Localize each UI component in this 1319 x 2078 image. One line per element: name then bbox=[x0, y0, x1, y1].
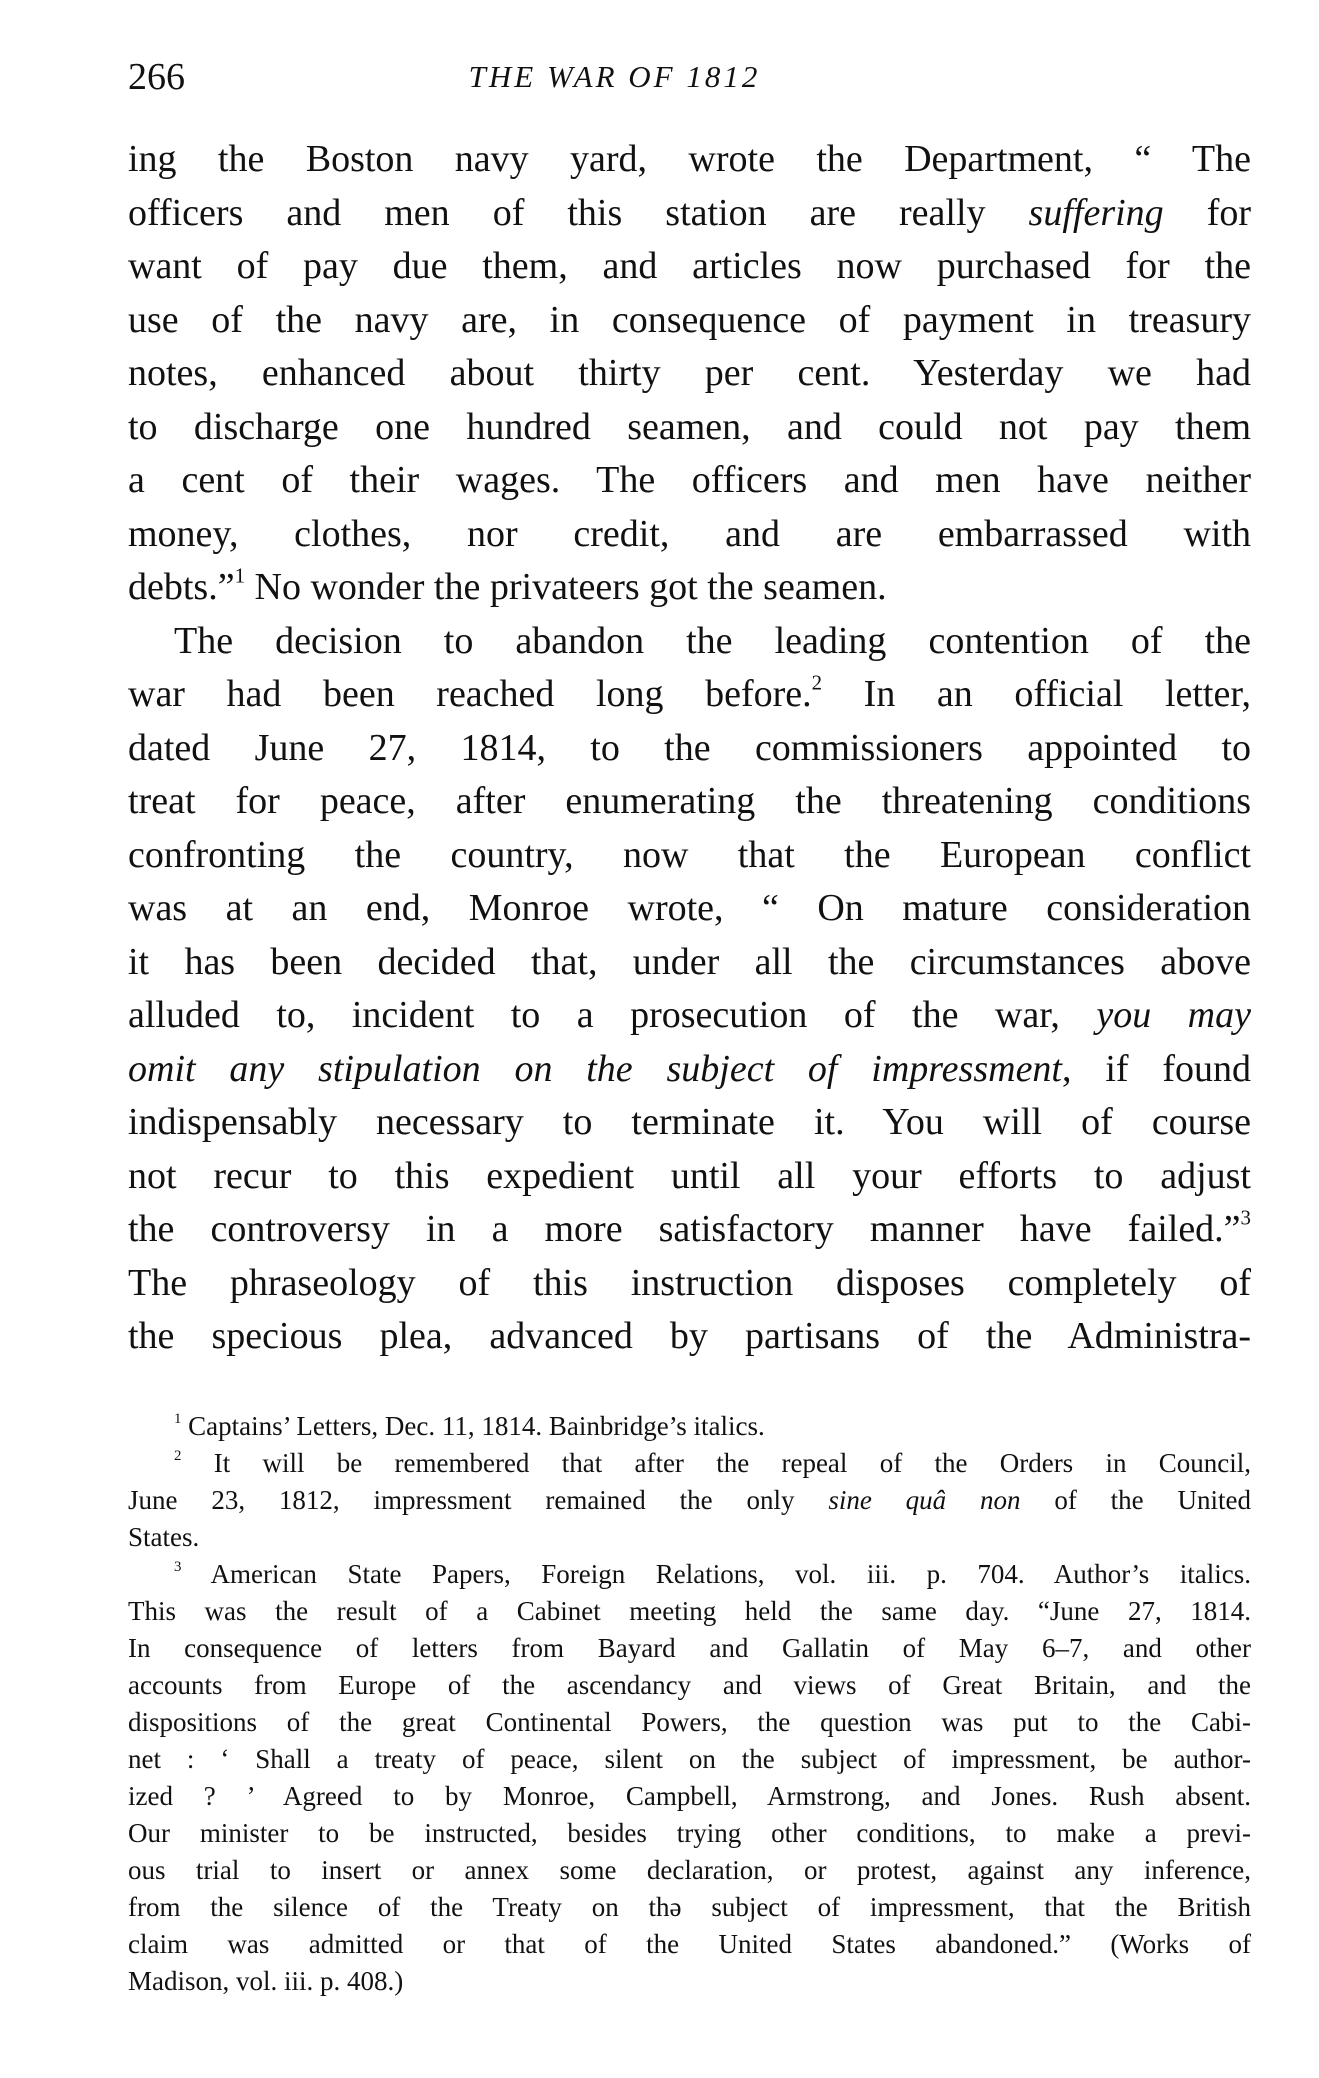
running-header bbox=[128, 52, 1251, 102]
text-run: of the United bbox=[1020, 1485, 1251, 1515]
text-run: dispositions of the great Continental Powers, the question was put to the Cabi- bbox=[128, 1707, 1251, 1737]
text-run: Our minister to be instructed, besides trying other conditions, to make a previ- bbox=[128, 1818, 1251, 1848]
text-run: claim was admitted or that of the United States abandoned.” (Works of bbox=[128, 1929, 1251, 1959]
body-line: dated June 27, 1814, to the commissioners appointed to bbox=[128, 726, 1251, 769]
text-run: This was the result of a Cabinet meeting held the same day. “June 27, 1814. bbox=[128, 1596, 1251, 1626]
footnote-reference: 2 bbox=[811, 670, 823, 695]
footnote-marker: 3 bbox=[174, 1559, 182, 1576]
footnote-line bbox=[128, 1741, 1251, 1778]
text-run: the controversy in a more satisfactory manner have failed.” bbox=[128, 1208, 1241, 1250]
text-run: No wonder the privateers got the seamen. bbox=[245, 566, 887, 608]
footnote-line bbox=[128, 1556, 1251, 1593]
text-run: war had been reached long before. bbox=[128, 673, 812, 715]
body-line: treat for peace, after enumerating the threatening conditions bbox=[128, 780, 1251, 822]
footnote-line bbox=[128, 1704, 1251, 1741]
footnote-line bbox=[128, 1963, 1251, 2000]
text-run: from the silence of the Treaty on thə subject of impressment, that the British bbox=[128, 1892, 1251, 1922]
body-line: not recur to this expedient until all your efforts to adjust bbox=[128, 1154, 1251, 1197]
body-line: use of the navy are, in consequence of payment in treasury bbox=[128, 298, 1251, 341]
body-line bbox=[128, 187, 1251, 241]
footnote-line bbox=[128, 1926, 1251, 1963]
footnote-marker: 1 bbox=[174, 1411, 182, 1428]
running-title: THE WAR OF 1812 bbox=[468, 59, 761, 94]
footnote-line bbox=[128, 1482, 1251, 1519]
body-line: to discharge one hundred seamen, and could not pay them bbox=[128, 405, 1251, 448]
page-number: 266 bbox=[128, 56, 185, 98]
italic-emphasis: sine quâ non bbox=[828, 1485, 1021, 1515]
footnote-line bbox=[128, 1408, 1251, 1445]
italic-emphasis: suffering bbox=[1028, 191, 1164, 234]
text-run: net : ‘ Shall a treaty of peace, silent on the subject of impressment, be author- bbox=[128, 1744, 1251, 1774]
body-text bbox=[128, 133, 1251, 1364]
body-line: the specious plea, advanced by partisans of the Administra- bbox=[128, 1315, 1251, 1357]
body-line: a cent of their wages. The officers and men have neither bbox=[128, 459, 1251, 501]
body-line: money, clothes, nor credit, and are embarrassed with bbox=[128, 512, 1251, 555]
text-run: ous trial to insert or annex some declaration, or protest, against any inference, bbox=[128, 1855, 1251, 1885]
italic-emphasis: omit any stipulation on the subject of impressment bbox=[128, 1047, 1062, 1090]
footnote-marker: 2 bbox=[174, 1448, 182, 1465]
text-run: June 23, 1812, impressment remained the only bbox=[128, 1485, 829, 1515]
text-run: , if found bbox=[1062, 1047, 1251, 1090]
footnote-line bbox=[128, 1889, 1251, 1926]
footnote-line bbox=[128, 1630, 1251, 1667]
body-line bbox=[128, 989, 1251, 1043]
text-run: alluded to, incident to a prosecution of the war, bbox=[128, 994, 1097, 1036]
body-line: indispensably necessary to terminate it. You will of course bbox=[128, 1101, 1251, 1143]
italic-emphasis: you may bbox=[1096, 994, 1251, 1036]
body-line: want of pay due them, and articles now purchased for the bbox=[128, 245, 1251, 287]
text-run: officers and men of this station are really bbox=[128, 191, 1029, 234]
text-run: States. bbox=[128, 1522, 200, 1552]
footnote-reference: 1 bbox=[234, 563, 246, 588]
body-line: ing the Boston navy yard, wrote the Department, “ The bbox=[128, 138, 1251, 180]
body-line bbox=[128, 1043, 1251, 1097]
body-line: was at an end, Monroe wrote, “ On mature consideration bbox=[128, 887, 1251, 929]
text-run: debts.” bbox=[128, 566, 235, 608]
footnote-line bbox=[128, 1593, 1251, 1630]
text-run: for bbox=[1163, 191, 1251, 234]
footnote-reference: 3 bbox=[1240, 1205, 1251, 1230]
footnotes bbox=[128, 1408, 1251, 2000]
body-line bbox=[128, 1203, 1251, 1257]
text-run: Captains’ Letters, Dec. 11, 1814. Bainbridge’s italics. bbox=[181, 1411, 765, 1441]
text-run: It will be remembered that after the repeal of the Orders in Council, bbox=[181, 1448, 1251, 1478]
text-run: In consequence of letters from Bayard and Gallatin of May 6–7, and other bbox=[128, 1633, 1251, 1663]
text-run: accounts from Europe of the ascendancy and views of Great Britain, and the bbox=[128, 1670, 1251, 1700]
footnote-line bbox=[128, 1815, 1251, 1852]
text-run: ized ? ’ Agreed to by Monroe, Campbell, Armstrong, and Jones. Rush absent. bbox=[128, 1781, 1251, 1811]
footnote-line bbox=[128, 1852, 1251, 1889]
text-run: Madison, vol. iii. p. 408.) bbox=[128, 1966, 404, 1996]
body-line bbox=[128, 561, 1251, 615]
footnote-line bbox=[128, 1667, 1251, 1704]
text-run: American State Papers, Foreign Relations, vol. iii. p. 704. Author’s italics. bbox=[181, 1559, 1251, 1589]
body-line: notes, enhanced about thirty per cent. Yesterday we had bbox=[128, 352, 1251, 394]
body-line: confronting the country, now that the European conflict bbox=[128, 833, 1251, 876]
body-line: The decision to abandon the leading contention of the bbox=[174, 619, 1251, 662]
body-line: it has been decided that, under all the circumstances above bbox=[128, 940, 1251, 983]
footnote-line bbox=[128, 1519, 1251, 1556]
footnote-line bbox=[128, 1778, 1251, 1815]
footnote-line bbox=[128, 1445, 1251, 1482]
body-line: The phraseology of this instruction disposes completely of bbox=[128, 1261, 1251, 1304]
body-line bbox=[128, 668, 1251, 722]
text-run: In an official letter, bbox=[822, 673, 1251, 715]
